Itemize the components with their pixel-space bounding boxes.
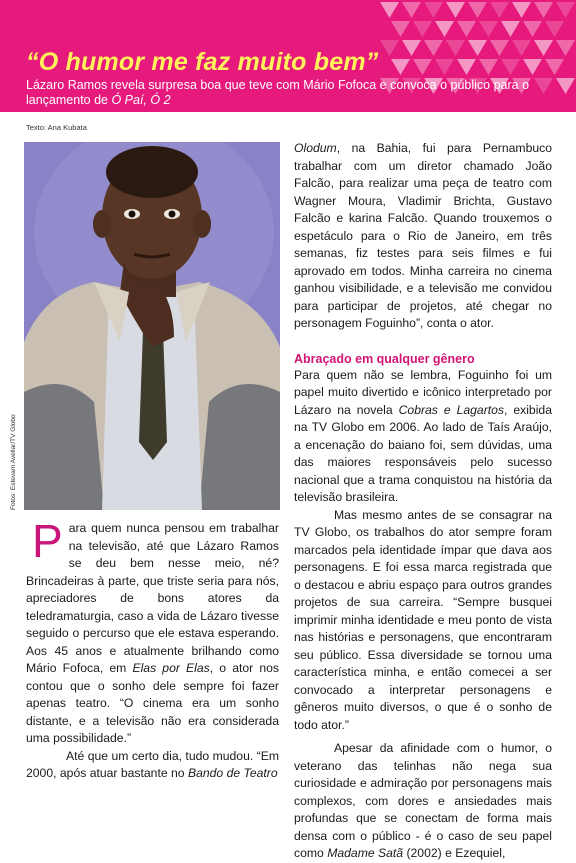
- pattern-triangle: [402, 2, 421, 18]
- left-column: [26, 515, 279, 783]
- film-title: Ó Paí, Ó 2: [111, 93, 171, 107]
- pattern-triangle: [545, 21, 564, 37]
- portrait-illustration: [24, 142, 280, 510]
- subtitle: Lázaro Ramos revela surpresa boa que teve com Mário Fofoca e convoca o público para o lançamento de Ó Paí, Ó 2: [26, 78, 530, 107]
- pattern-triangle: [512, 2, 531, 18]
- pattern-triangle: [435, 59, 454, 75]
- pattern-triangle: [424, 40, 443, 56]
- pattern-triangle: [479, 21, 498, 37]
- pattern-triangle: [556, 2, 575, 18]
- pattern-triangle: [413, 21, 432, 37]
- pattern-triangle: [435, 21, 454, 37]
- paragraph-4: Para quem não se lembra, Foguinho foi um papel muito divertido e icônico interpretado por Lázaro na novela Cobras e Lagartos, exibida na TV Globo em 2006. Ao lado de Taís Araújo, a encenação do baiano foi, sem dúvidas, uma das maiores responsáveis pelo sucesso nacional que a trama conquistou na história da televisão brasileira.: [294, 367, 552, 504]
- pattern-triangle: [512, 40, 531, 56]
- portrait-photo: [24, 142, 280, 510]
- pattern-triangle: [413, 59, 432, 75]
- pattern-triangle: [556, 40, 575, 56]
- pattern-triangle: [391, 21, 410, 37]
- pattern-triangle: [468, 2, 487, 18]
- pattern-triangle: [457, 59, 476, 75]
- pattern-triangle: [457, 21, 476, 37]
- pattern-triangle: [446, 2, 465, 18]
- paragraph-1: Para quem nunca pensou em trabalhar na televisão, até que Lázaro Ramos se deu bem nesse meio, né? Brincadeiras à parte, que triste seria para nós, apreciadores de bons atores da teledramaturgia, caso a vida de Lázaro tivesse seguido o percurso que ele estava esperando. Aos 45 anos e atualmente brilhando como Mário Fofoca, em Elas por Elas, o ator nos contou que o sonho dele sempre foi fazer apenas teatro. “O cinema era um sonho distante, e a televisão não era considerada uma possibilidade.”: [26, 515, 279, 745]
- pattern-triangle: [490, 40, 509, 56]
- byline: Texto: Ana Kubata: [26, 123, 87, 132]
- pattern-triangle: [380, 2, 399, 18]
- article-header: [0, 0, 576, 112]
- pattern-triangle: [556, 78, 575, 94]
- section-heading: Abraçado em qualquer gênero: [294, 351, 475, 366]
- paragraph-6: Apesar da afinidade com o humor, o veterano das telinhas não nega sua curiosidade e admiração por personagens mais complexos, com dores e ansiedades mais profundas que se conectam de forma mais densa com o público - é o caso de seu papel como Madame Satã (2002) e Ezequiel,: [294, 741, 552, 860]
- pattern-triangle: [391, 59, 410, 75]
- pattern-triangle: [534, 40, 553, 56]
- photo-credit: Fotos: Estevam Avellar/TV Globo: [10, 414, 17, 510]
- drop-cap: P: [32, 515, 63, 567]
- right-column: [294, 140, 552, 863]
- pattern-triangle: [534, 2, 553, 18]
- pattern-triangle: [468, 40, 487, 56]
- pattern-triangle: [446, 40, 465, 56]
- pattern-triangle: [523, 59, 542, 75]
- paragraph-2: Até que um certo dia, tudo mudou. “Em 2000, após atuar bastante no Bando de Teatro: [26, 748, 279, 780]
- paragraph-5: Mas mesmo antes de se consagrar na TV Globo, os trabalhos do ator sempre foram marcados pela identidade ímpar que dava aos personagens. E foi essa marca registrada que o destacou e abriu espaço para outros grandes projetos de sua carreira. “Sempre busquei imprimir minha identidade e meu ponto de vista nas histórias e personagens, que encontraram seu público. Essa diversidade se tornou uma característica minha, e então comecei a ser convocado a interpretar personagens e gêneros muito diversos, o que é o sonho de todo ator.”: [294, 507, 552, 732]
- pattern-triangle: [501, 21, 520, 37]
- pattern-triangle: [424, 2, 443, 18]
- headline: “O humor me faz muito bem”: [26, 48, 379, 76]
- paragraph-3: Olodum, na Bahia, fui para Pernambuco trabalhar com um diretor chamado João Falcão, para realizar uma peça de teatro com Wagner Moura, Vladimir Brichta, Gustavo Falcão e karina Falcão. Quando trouxemos o espetáculo para o Rio de Janeiro, em três semanas, fiz testes para seis filmes e fui aprovado em todos. Minha carreira no cinema ganhou visibilidade, e a televisão me convidou para participar de projetos, até chegar no personagem Foguinho”, conta o ator.: [294, 141, 552, 330]
- pattern-triangle: [523, 21, 542, 37]
- pattern-triangle: [479, 59, 498, 75]
- pattern-triangle: [501, 59, 520, 75]
- pattern-triangle: [380, 40, 399, 56]
- pattern-triangle: [490, 2, 509, 18]
- pattern-triangle: [545, 59, 564, 75]
- pattern-triangle: [402, 40, 421, 56]
